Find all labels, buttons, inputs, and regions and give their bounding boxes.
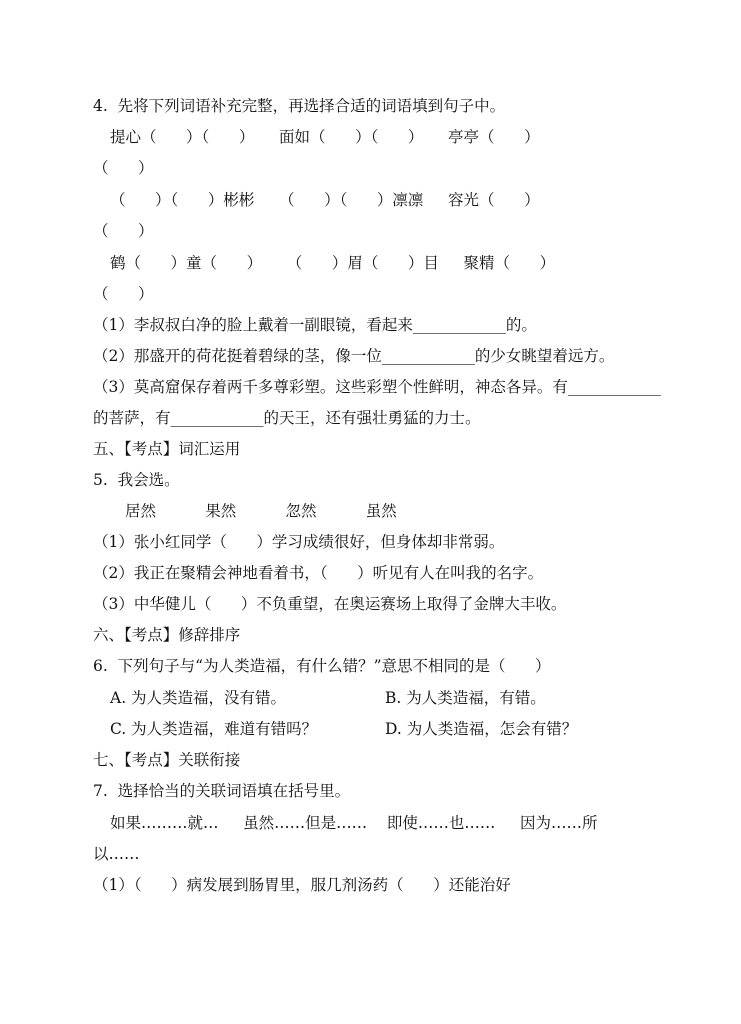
q5-title: 5. 我会选。 bbox=[93, 471, 180, 489]
q4-word-row-1: 提心（ ）（ ） 面如（ ）（ ） 亭亭（ ） bbox=[110, 128, 540, 146]
q4-title: 4. 先将下列词语补充完整，再选择合适的词语填到句子中。 bbox=[93, 97, 506, 115]
q4-word-row-2-cont: （ ） bbox=[93, 222, 154, 240]
q4-word-row-2: （ ）（ ）彬彬 （ ）（ ）凛凛 容光（ ） bbox=[110, 191, 540, 209]
q7-sentence-1: （1）（ ）病发展到肠胃里，服几剂汤药（ ）还能治好 bbox=[93, 876, 511, 894]
q4-word-row-3-cont: （ ） bbox=[93, 285, 154, 303]
section-7-heading: 七、【考点】关联衔接 bbox=[93, 751, 241, 769]
q4-word-row-3: 鹤（ ）童（ ） （ ）眉（ ）目 聚精（ ） bbox=[110, 254, 556, 272]
q6-option-d: D. 为人类造福，怎会有错？ bbox=[385, 720, 578, 738]
q6-title: 6. 下列句子与“为人类造福，有什么错？”意思不相同的是（ ） bbox=[93, 657, 551, 675]
q4-sentence-2: （2）那盛开的荷花挺着碧绿的茎，像一位____________的少女眺望着远方。 bbox=[93, 347, 615, 365]
section-5-heading: 五、【考点】词汇运用 bbox=[93, 440, 241, 458]
q7-connectors-cont: 以…… bbox=[93, 845, 140, 863]
q5-options: 居然 果然 忽然 虽然 bbox=[125, 502, 397, 520]
q5-sentence-3: （3）中华健儿（ ）不负重望，在奥运赛场上取得了金牌大丰收。 bbox=[93, 595, 567, 613]
q5-sentence-2: （2）我正在聚精会神地看着书，（ ）听见有人在叫我的名字。 bbox=[93, 564, 544, 582]
q7-title: 7. 选择恰当的关联词语填在括号里。 bbox=[93, 782, 351, 800]
q4-sentence-1: （1）李叔叔白净的脸上戴着一副眼镜，看起来____________的。 bbox=[93, 316, 537, 334]
q5-sentence-1: （1）张小红同学（ ）学习成绩很好，但身体却非常弱。 bbox=[93, 533, 505, 551]
section-6-heading: 六、【考点】修辞排序 bbox=[93, 626, 241, 644]
q7-connectors: 如果………就… 虽然……但是…… 即使……也…… 因为……所 bbox=[110, 814, 598, 832]
q6-option-c: C. 为人类造福，难道有错吗？ bbox=[110, 720, 318, 738]
q6-option-a: A. 为人类造福，没有错。 bbox=[110, 689, 287, 707]
q4-sentence-3: （3）莫高窟保存着两千多尊彩塑。这些彩塑个性鲜明，神态各异。有____________ bbox=[93, 378, 661, 396]
q4-word-row-1-cont: （ ） bbox=[93, 159, 154, 177]
q6-option-b: B. 为人类造福，有错。 bbox=[385, 689, 546, 707]
q4-sentence-3-cont: 的菩萨，有____________的天王，还有强壮勇猛的力士。 bbox=[93, 409, 481, 427]
